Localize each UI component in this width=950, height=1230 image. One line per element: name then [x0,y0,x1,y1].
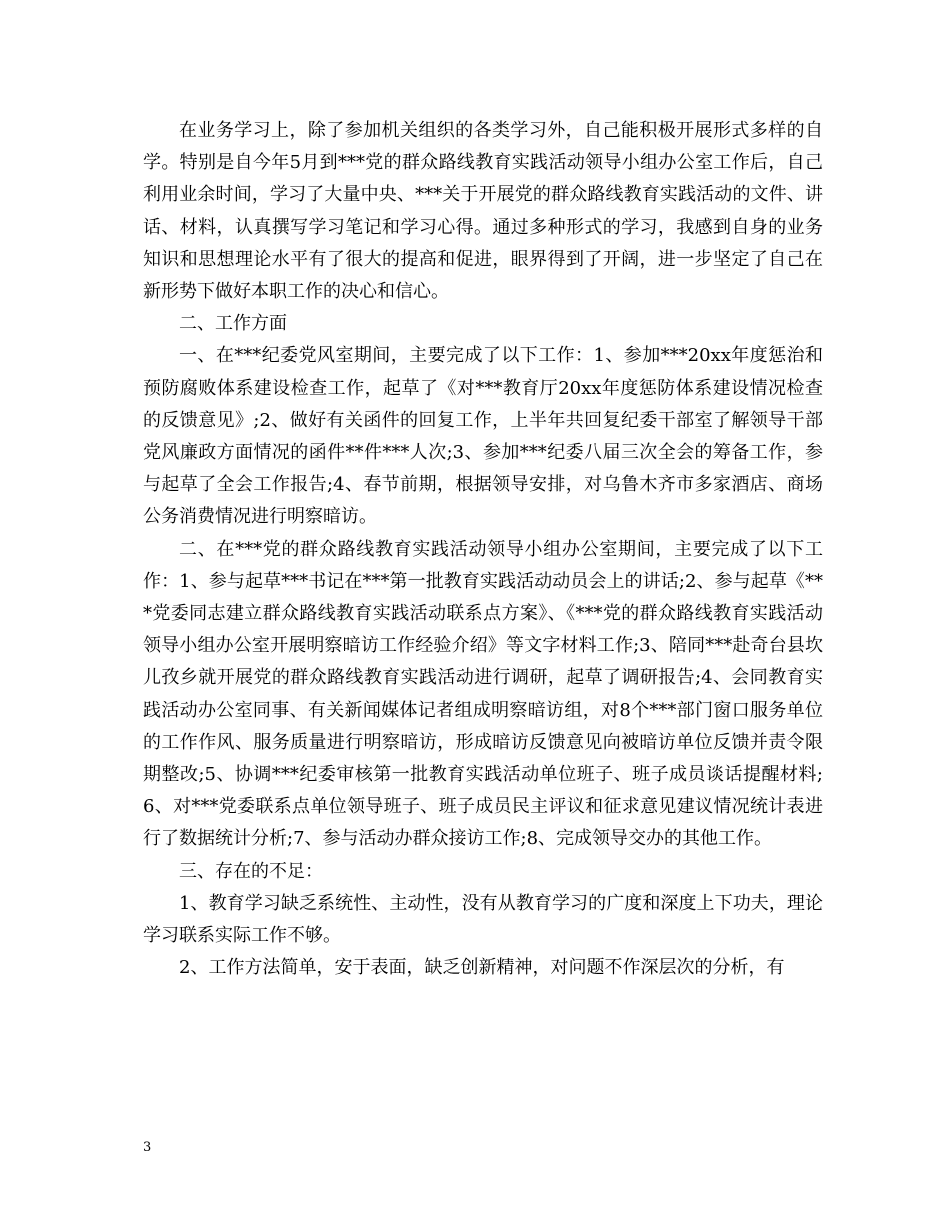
paragraph-study: 在业务学习上，除了参加机关组织的各类学习外，自己能积极开展形式多样的自学。特别是自今年5月到***党的群众路线教育实践活动领导小组办公室工作后，自己利用业余时间，学习了大量中央、***关于开展党的群众路线教育实践活动的文件、讲话、材料，认真撰写学习笔记和学习心得。通过多种形式的学习，我感到自身的业务知识和思想理论水平有了很大的提高和促进，眼界得到了开阔，进一步坚定了自己在新形势下做好本职工作的决心和信心。 [143,120,823,303]
paragraph-shortcoming-1: 1、教育学习缺乏系统性、主动性，没有从教育学习的广度和深度上下功夫，理论学习联系实际工作不够。 [143,892,823,947]
document-body [143,115,823,984]
paragraph-work-1: 一、在***纪委党风室期间，主要完成了以下工作：1、参加***20xx年度惩治和预防腐败体系建设检查工作，起草了《对***教育厅20xx年度惩防体系建设情况检查的反馈意见》;2、做好有关函件的回复工作，上半年共回复纪委干部室了解领导干部党风廉政方面情况的函件**件***人次;3、参加***纪委八届三次全会的筹备工作，参与起草了全会工作报告;4、春节前期，根据领导安排，对乌鲁木齐市多家酒店、商场公务消费情况进行明察暗访。 [143,345,823,528]
paragraph-work-2: 二、在***党的群众路线教育实践活动领导小组办公室期间，主要完成了以下工作：1、参与起草***书记在***第一批教育实践活动动员会上的讲话;2、参与起草《***党委同志建立群众路线教育实践活动联系点方案》、《***党的群众路线教育实践活动领导小组办公室开展明察暗访工作经验介绍》等文字材料工作;3、陪同***赴奇台县坎儿孜乡就开展党的群众路线教育实践活动进行调研，起草了调研报告;4、会同教育实践活动办公室同事、有关新闻媒体记者组成明察暗访组，对8个***部门窗口服务单位的工作作风、服务质量进行明察暗访，形成暗访反馈意见向被暗访单位反馈并责令限期整改;5、协调***纪委审核第一批教育实践活动单位班子、班子成员谈话提醒材料;6、对***党委联系点单位领导班子、班子成员民主评议和征求意见建议情况统计表进行了数据统计分析;7、参与活动办群众接访工作;8、完成领导交办的其他工作。 [143,538,823,850]
section-heading-shortcomings: 三、存在的不足： [179,860,323,882]
paragraph-shortcoming-2: 2、工作方法简单，安于表面，缺乏创新精神，对问题不作深层次的分析，有 [179,957,785,979]
page-number: 3 [143,1140,152,1155]
section-heading-work: 二、工作方面 [179,313,287,335]
